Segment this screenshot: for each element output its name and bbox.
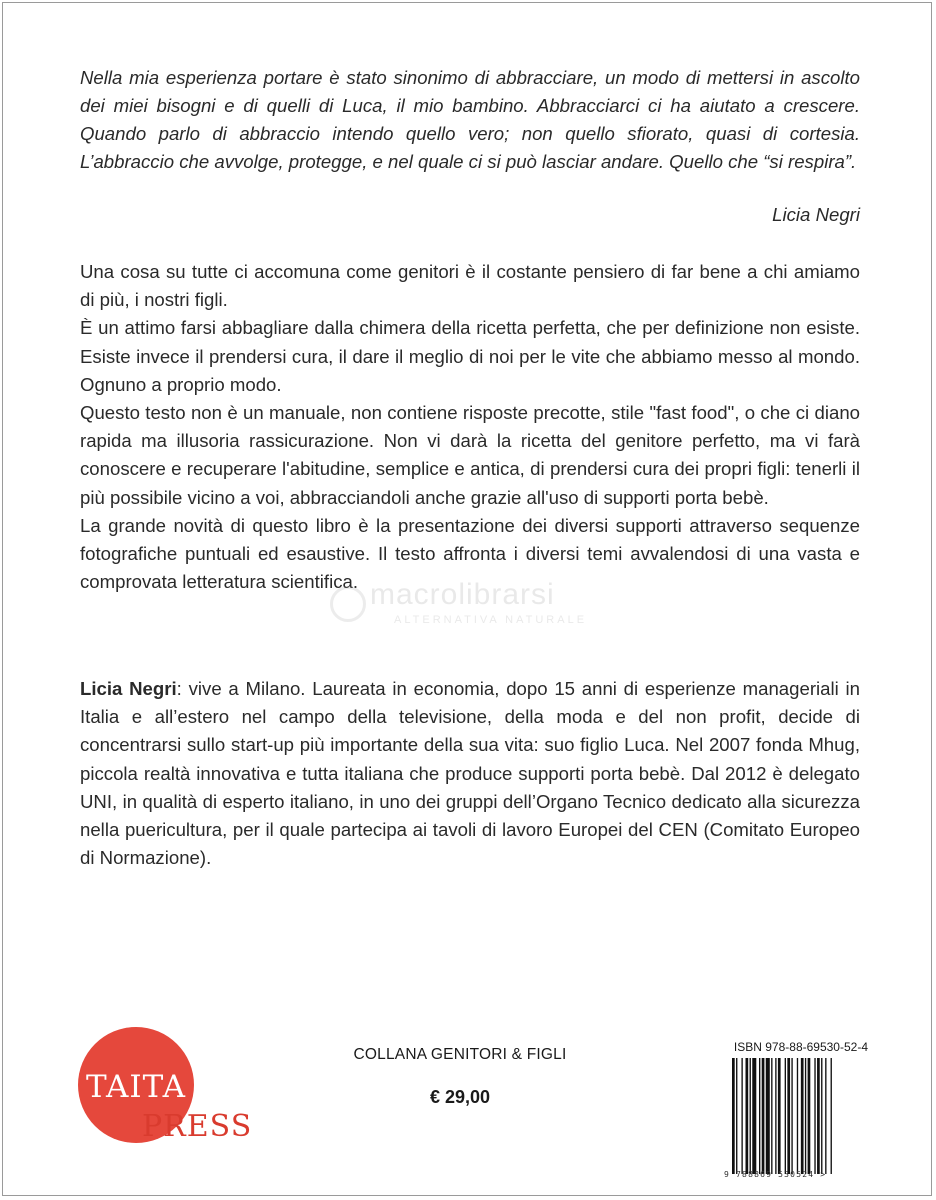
barcode-bar [750, 1058, 751, 1174]
barcode-bar [805, 1058, 806, 1174]
barcode-bar [787, 1058, 790, 1174]
barcode-bar [746, 1058, 749, 1174]
barcode [730, 1058, 868, 1174]
barcode-bar [759, 1058, 760, 1174]
barcode-bar [752, 1058, 756, 1174]
price: € 29,00 [429, 1087, 491, 1107]
barcode-bar [741, 1058, 742, 1174]
barcode-bar [801, 1058, 804, 1174]
barcode-bar [817, 1058, 820, 1174]
description-paragraph: La grande novità di questo libro è la presentazione dei diversi supporti attraverso sequenze fotografiche puntuali ed esaustive. Il testo affronta i diversi temi avvalendosi di una vasta e comprovata letteratura scientifica. [80, 514, 860, 593]
barcode-bar [766, 1058, 770, 1174]
author-bio-text: : vive a Milano. Laureata in economia, dopo 15 anni di esperienze manageriali in Italia e all’estero nel campo della televisione, della moda e del non profit, decide di concentrarsi sullo start-up più importante della sua vita: suo figlio Luca. Nel 2007 fonda Mhug, piccola realtà innovativa e tutta italiana che produce supporti porta bebè. Dal 2012 è delegato UNI, in qualità di esperto italiano, in uno dei gruppi dell’Organo Tecnico dedicato alla sicurezza nella puericultura, per il quale partecipa ai tavoli di lavoro Europei del CEN (Comitato Europeo di Normazione). [80, 678, 860, 869]
barcode-bar [785, 1058, 786, 1174]
barcode-bar [762, 1058, 765, 1174]
author-bio-name: Licia Negri [80, 678, 177, 699]
barcode-digits: 9 788869 530524 > [724, 1170, 827, 1179]
publisher-logo [78, 1027, 258, 1147]
logo-taita-text: TAITA [86, 1069, 186, 1105]
logo-press-text: PRESS [142, 1109, 253, 1144]
description-paragraph: Questo testo non è un manuale, non contiene risposte precotte, stile "fast food", o che ci diano rapida ma illusoria rassicurazione. Non vi darà la ricetta del genitore perfetto, ma vi farà conoscere e recuperare l'abitudine, semplice e antica, di prendersi cura dei propri figli: tenerli il più possibile vicino a voi, abbracciandoli anche grazie all'uso di supporti porta bebè. [80, 402, 860, 508]
author-bio [80, 675, 860, 872]
book-description [80, 258, 860, 596]
barcode-bar [797, 1058, 798, 1174]
barcode-bar [775, 1058, 776, 1174]
isbn-label: ISBN 978-88-69530-52-4 [733, 1040, 868, 1054]
series-name: COLLANA GENITORI & FIGLI [353, 1046, 567, 1063]
barcode-bar [814, 1058, 815, 1174]
back-cover [2, 2, 932, 1196]
barcode-bar [825, 1058, 826, 1174]
barcode-bar [771, 1058, 772, 1174]
barcode-bar [808, 1058, 811, 1174]
barcode-bar [736, 1058, 737, 1174]
barcode-bar [778, 1058, 781, 1174]
epigraph-quote: Nella mia esperienza portare è stato sinonimo di abbracciare, un modo di mettersi in ascolto dei miei bisogni e di quelli di Luca, il mio bambino. Abbracciarci ci ha aiutato a crescere. Quando parlo di abbraccio intendo quello vero; non quello sfiorato, quasi di cortesia. L’abbraccio che avvolge, protegge, e nel quale ci si può lasciar andare. Quello che “si respira”. [80, 67, 860, 172]
barcode-bar [821, 1058, 822, 1174]
barcode-bar [831, 1058, 832, 1174]
description-paragraph: Una cosa su tutte ci accomuna come genitori è il costante pensiero di far bene a chi amiamo di più, i nostri figli. [80, 261, 860, 311]
barcode-bar [791, 1058, 792, 1174]
epigraph-author: Licia Negri [772, 204, 860, 225]
description-paragraph: È un attimo farsi abbagliare dalla chimera della ricetta perfetta, che per definizione non esiste. Esiste invece il prendersi cura, il dare il meglio di noi per le vite che abbiamo messo al mondo. Ognuno a proprio modo. [80, 317, 860, 395]
barcode-bar [732, 1058, 735, 1174]
